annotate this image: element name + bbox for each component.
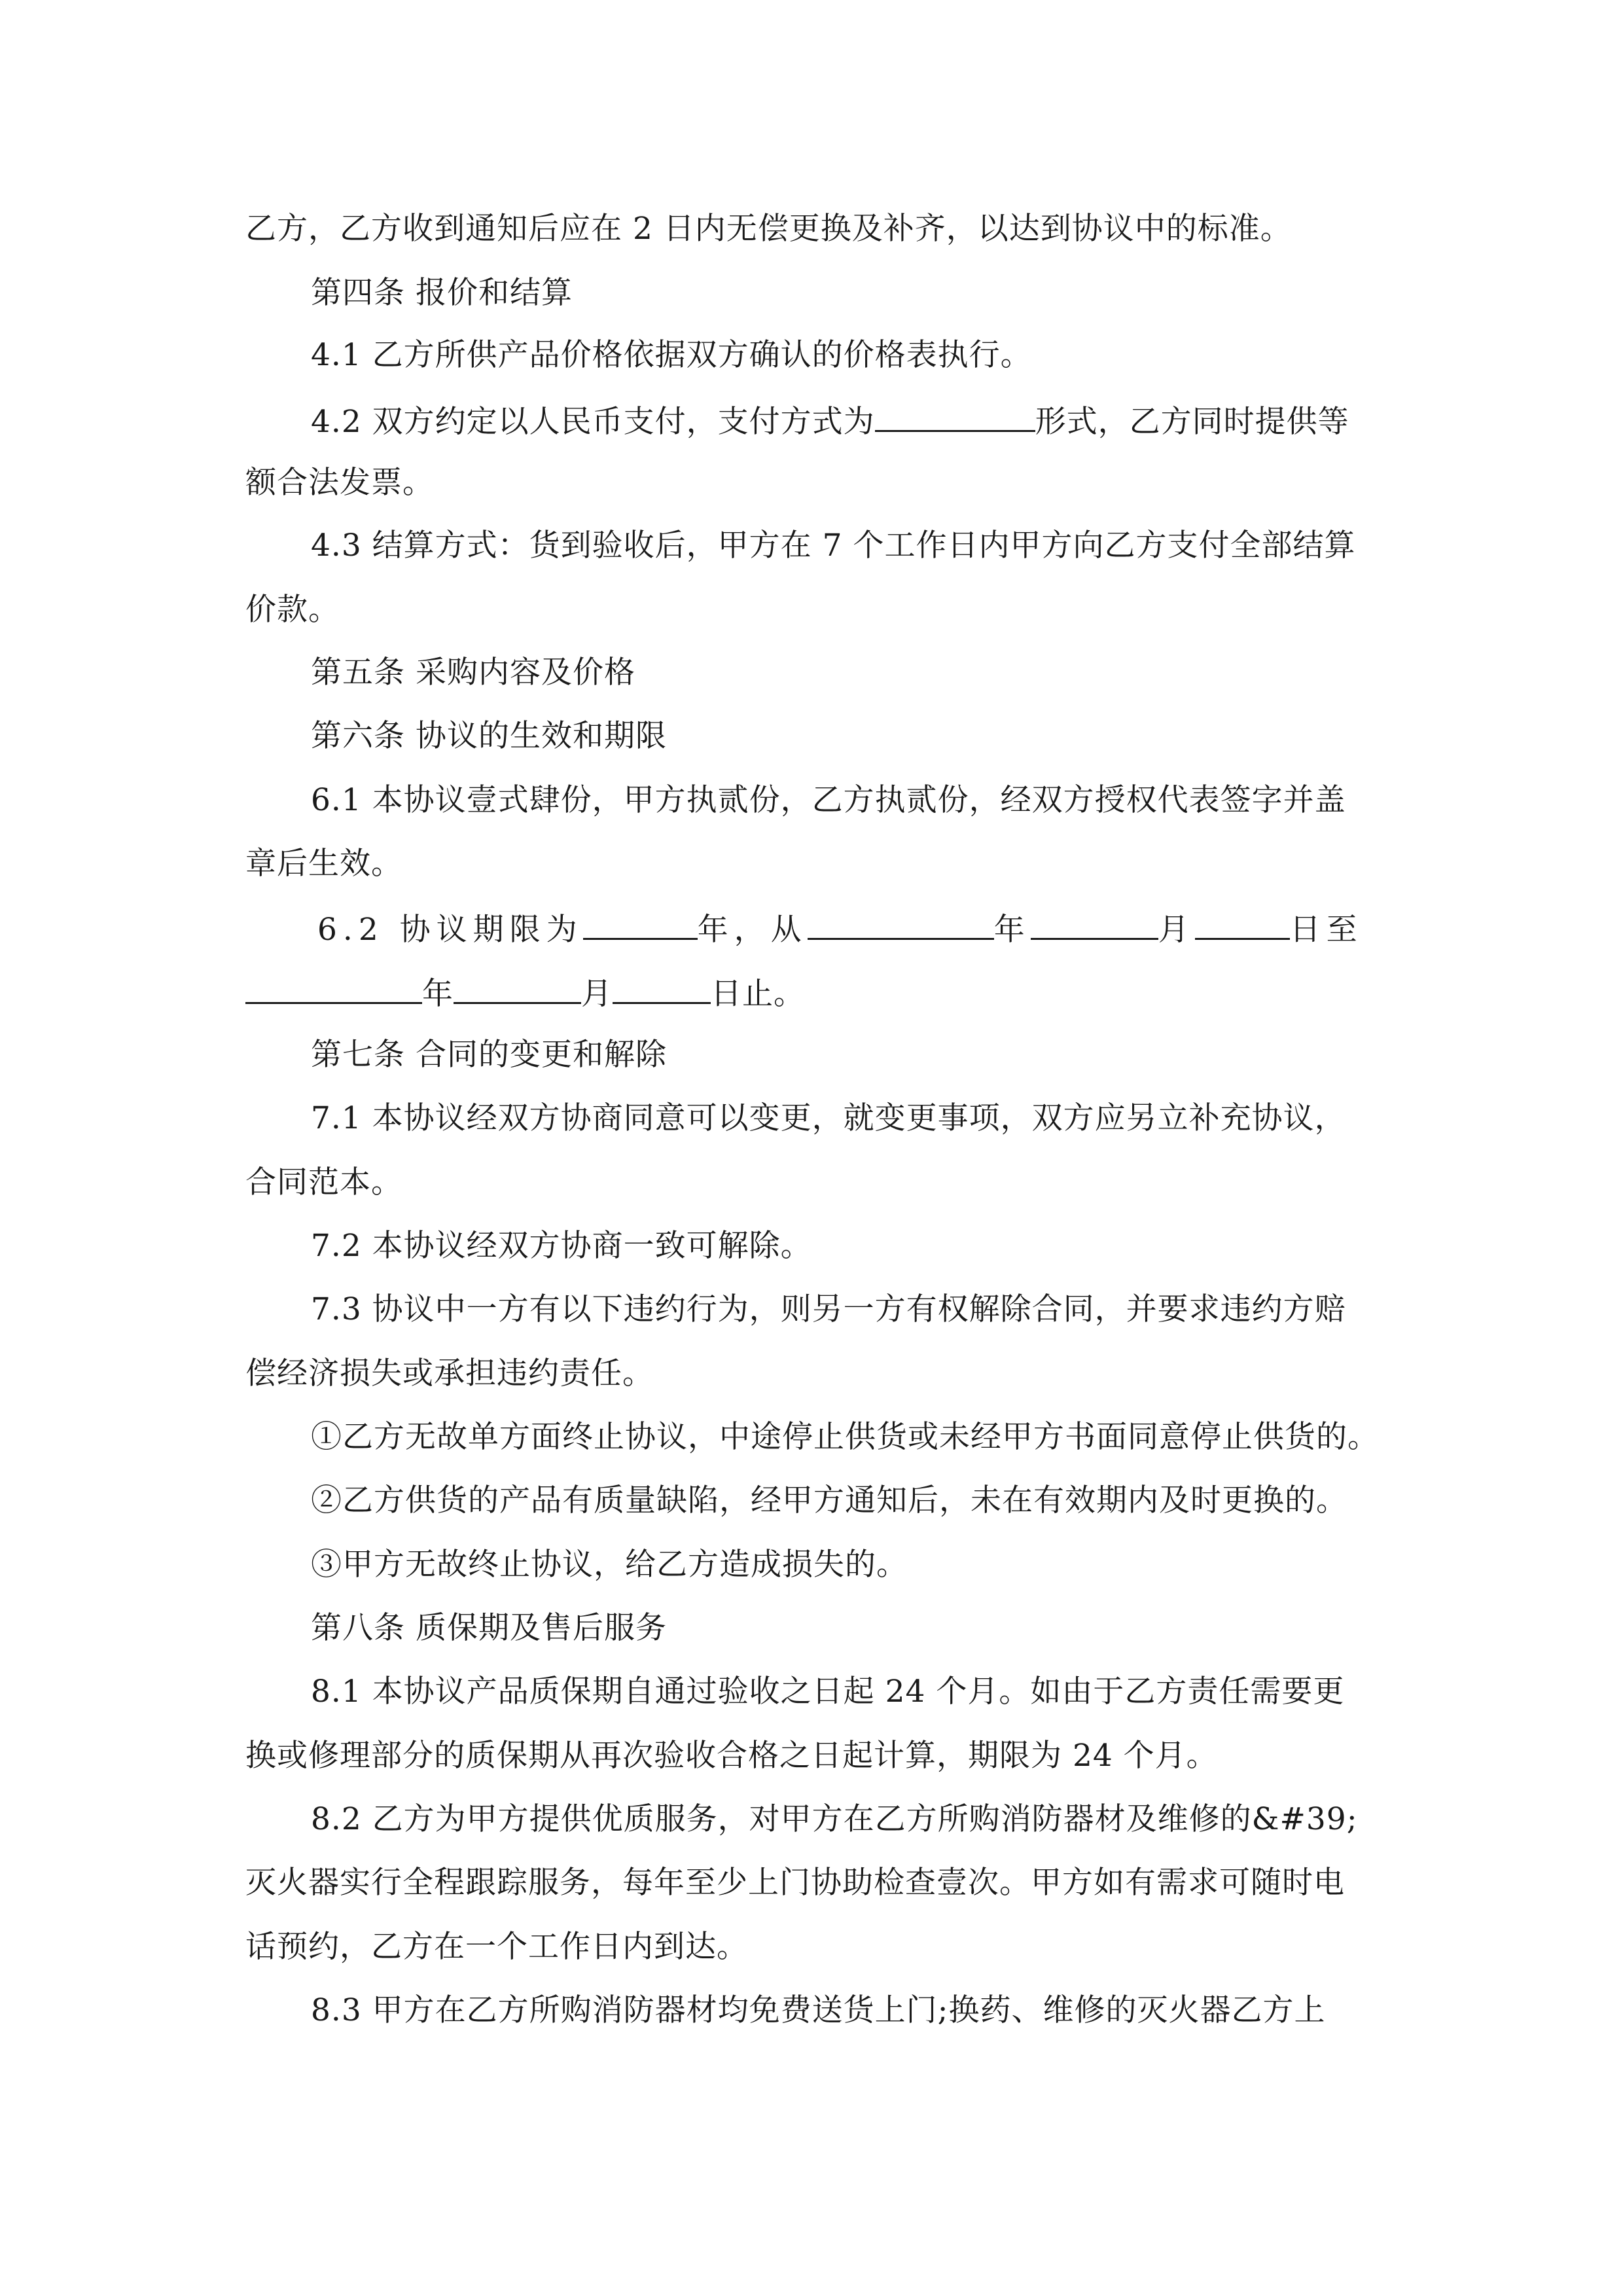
clause-6-2-month: 月 <box>1158 912 1195 948</box>
clause-8-3: 8.3 甲方在乙方所购消防器材均免费送货上门;换药、维修的灭火器乙方上 <box>311 1992 1326 2028</box>
clause-6-2 <box>317 908 1363 950</box>
clause-4-1: 4.1 乙方所供产品价格依据双方确认的价格表执行。 <box>311 337 1032 373</box>
clause-6-2-year-from: 年，从 <box>697 912 808 948</box>
clause-4-2 <box>311 400 1349 442</box>
article-7-heading: 第七条 合同的变更和解除 <box>311 1037 667 1073</box>
article-5-heading: 第五条 采购内容及价格 <box>311 655 635 691</box>
list-item: ①乙方无故单方面终止协议，中途停止供货或未经甲方书面同意停止供货的。 <box>311 1419 1379 1455</box>
clause-8-2-continuation-2: 话预约，乙方在一个工作日内到达。 <box>245 1929 748 1965</box>
article-8-heading: 第八条 质保期及售后服务 <box>311 1610 667 1646</box>
clause-6-2-text: 6.2 协议期限为 <box>317 912 583 948</box>
paragraph-continuation: 乙方，乙方收到通知后应在 2 日内无偿更换及补齐，以达到协议中的标准。 <box>245 211 1292 247</box>
list-item: ②乙方供货的产品有质量缺陷，经甲方通知后，未在有效期内及时更换的。 <box>311 1482 1347 1518</box>
clause-4-2-text-end: 形式，乙方同时提供等 <box>1035 404 1349 440</box>
article-6-heading: 第六条 协议的生效和期限 <box>311 718 667 754</box>
clause-6-2-end-year: 年 <box>422 976 454 1012</box>
clause-4-2-text-start: 4.2 双方约定以人民币支付，支付方式为 <box>311 404 875 440</box>
clause-6-1-continuation: 章后生效。 <box>245 846 402 882</box>
clause-7-1-continuation: 合同范本。 <box>245 1164 402 1200</box>
start-year-blank[interactable] <box>808 908 994 940</box>
clause-6-2-continuation <box>245 972 805 1014</box>
clause-6-2-end-day: 日止。 <box>711 976 805 1012</box>
clause-4-3-continuation: 价款。 <box>245 592 340 628</box>
start-day-blank[interactable] <box>1195 908 1290 940</box>
clause-7-3: 7.3 协议中一方有以下违约行为，则另一方有权解除合同，并要求违约方赔 <box>311 1291 1346 1327</box>
clause-4-3: 4.3 结算方式：货到验收后，甲方在 7 个工作日内甲方向乙方支付全部结算 <box>311 528 1356 564</box>
clause-6-2-year: 年 <box>993 912 1031 948</box>
clause-7-3-continuation: 偿经济损失或承担违约责任。 <box>245 1355 654 1391</box>
end-year-blank[interactable] <box>245 972 422 1004</box>
clause-8-1-continuation: 换或修理部分的质保期从再次验收合格之日起计算，期限为 24 个月。 <box>245 1738 1218 1774</box>
payment-method-blank[interactable] <box>875 400 1035 432</box>
start-month-blank[interactable] <box>1031 908 1158 940</box>
clause-4-2-continuation: 额合法发票。 <box>245 465 434 501</box>
end-day-blank[interactable] <box>613 972 711 1004</box>
clause-7-2: 7.2 本协议经双方协商一致可解除。 <box>311 1228 812 1264</box>
clause-7-1: 7.1 本协议经双方协商同意可以变更，就变更事项，双方应另立补充协议， <box>311 1100 1346 1136</box>
clause-8-2-continuation: 灭火器实行全程跟踪服务，每年至少上门协助检查壹次。甲方如有需求可随时电 <box>245 1865 1345 1901</box>
clause-8-2: 8.2 乙方为甲方提供优质服务，对甲方在乙方所购消防器材及维修的&#39; <box>311 1801 1358 1837</box>
article-4-heading: 第四条 报价和结算 <box>311 275 573 311</box>
list-item: ③甲方无故终止协议，给乙方造成损失的。 <box>311 1547 908 1583</box>
clause-6-2-end-month: 月 <box>581 976 613 1012</box>
clause-6-1: 6.1 本协议壹式肆份，甲方执贰份，乙方执贰份，经双方授权代表签字并盖 <box>311 782 1346 818</box>
term-years-blank[interactable] <box>583 908 698 940</box>
end-month-blank[interactable] <box>454 972 581 1004</box>
clause-6-2-day-to: 日至 <box>1289 912 1363 948</box>
clause-8-1: 8.1 本协议产品质保期自通过验收之日起 24 个月。如由于乙方责任需要更 <box>311 1674 1345 1710</box>
